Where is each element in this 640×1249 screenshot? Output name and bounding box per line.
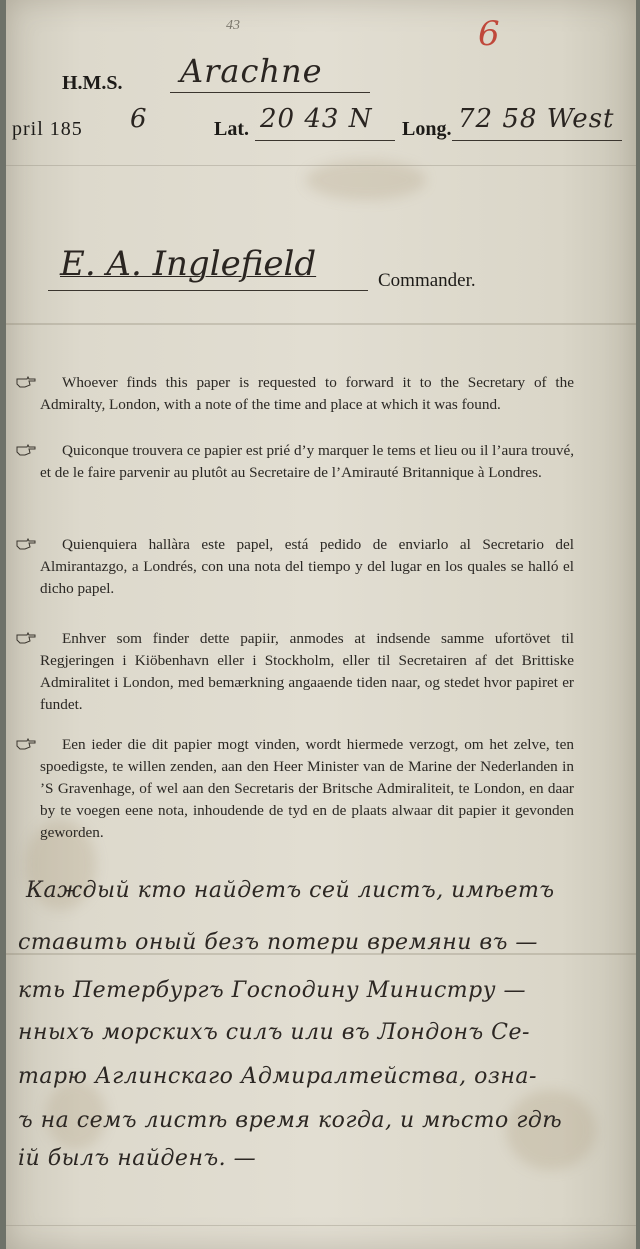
paper-sheet: [6, 0, 636, 1249]
paragraph-text: Een ieder die dit papier mogt vinden, wordt hiermede verzogt, om het zelve, ten spoedigste, te willen zenden, aan den Heer Minister van de Marine der Nederlanden in ’S Gravenhage, of wel aan den Secretaris der Britsche Admiraliteit, te London, en daar by te voegen eene nota, inhoudende de tyd en de plaats alwaar dit papier it gevonden geworden.: [40, 736, 574, 841]
paragraph-danish: [40, 628, 574, 716]
pointing-hand-icon: [16, 376, 36, 388]
lat-value: 20 43 N: [260, 104, 373, 134]
pointing-hand-icon: [16, 538, 36, 550]
russian-line: ставить оный безъ потери времяни въ —: [18, 930, 538, 955]
red-mark: 6: [478, 14, 500, 54]
long-underline: [452, 140, 622, 141]
russian-line: нныхъ морскихъ силъ или въ Лондонъ Се-: [18, 1020, 530, 1045]
russian-line: кть Петербургъ Господину Министру —: [18, 978, 526, 1003]
paragraph-english: [40, 372, 574, 416]
russian-line: ій былъ найденъ. —: [18, 1146, 257, 1171]
ship-name: Arachne: [180, 52, 323, 90]
date-text: pril 185: [12, 118, 83, 140]
paragraph-spanish: [40, 534, 574, 600]
russian-line: ъ на семъ листѣ время когда, и мѣсто гдѣ: [18, 1108, 563, 1133]
pointing-hand-icon: [16, 444, 36, 456]
pointing-hand-icon: [16, 632, 36, 644]
pencil-mark: 43: [226, 18, 240, 33]
long-label: Long.: [402, 118, 452, 140]
paragraph-dutch: [40, 734, 574, 844]
paragraph-text: Quienquiera hallàra este papel, está pedido de enviarlo al Secretario del Almirantazgo, a Londrés, con una nota del tiempo y del lugar en los quales se halló el dicho papel.: [40, 536, 574, 597]
lat-underline: [255, 140, 395, 141]
paragraph-french: [40, 440, 574, 484]
year-digit: 6: [130, 104, 148, 134]
lat-label: Lat.: [214, 118, 249, 140]
paragraph-text: Whoever finds this paper is requested to forward it to the Secretary of the Admiralty, London, with a note of the time and place at which it was found.: [40, 374, 574, 413]
signature: E. A. Inglefield: [60, 244, 317, 284]
ship-name-underline: [170, 92, 370, 93]
paragraph-text: Quiconque trouvera ce papier est prié d’y marquer le tems et lieu ou il l’aura trouvé, et de le faire parvenir au plutôt au Secretaire de l’Amirauté Britannique à Londres.: [40, 442, 574, 481]
hms-label: H.M.S.: [62, 72, 123, 94]
long-value: 72 58 West: [458, 104, 615, 134]
russian-line: тарю Аглинскаго Адмиралтейства, озна-: [18, 1064, 537, 1089]
paragraph-text: Enhver som finder dette papiir, anmodes at indsende samme ufortövet til Regjeringen i Kiöbenhavn eller i Stockholm, eller til Secretairen af det Brittiske Admiralitet i London, med bemærkning angaaende tiden naar, og stedet hvor papiret er fundet.: [40, 630, 574, 713]
commander-title: Commander.: [378, 270, 476, 291]
pointing-hand-icon: [16, 738, 36, 750]
russian-line: Каждый кто найдетъ сей листъ, имѣетъ: [26, 878, 555, 903]
signature-line: [48, 290, 368, 291]
